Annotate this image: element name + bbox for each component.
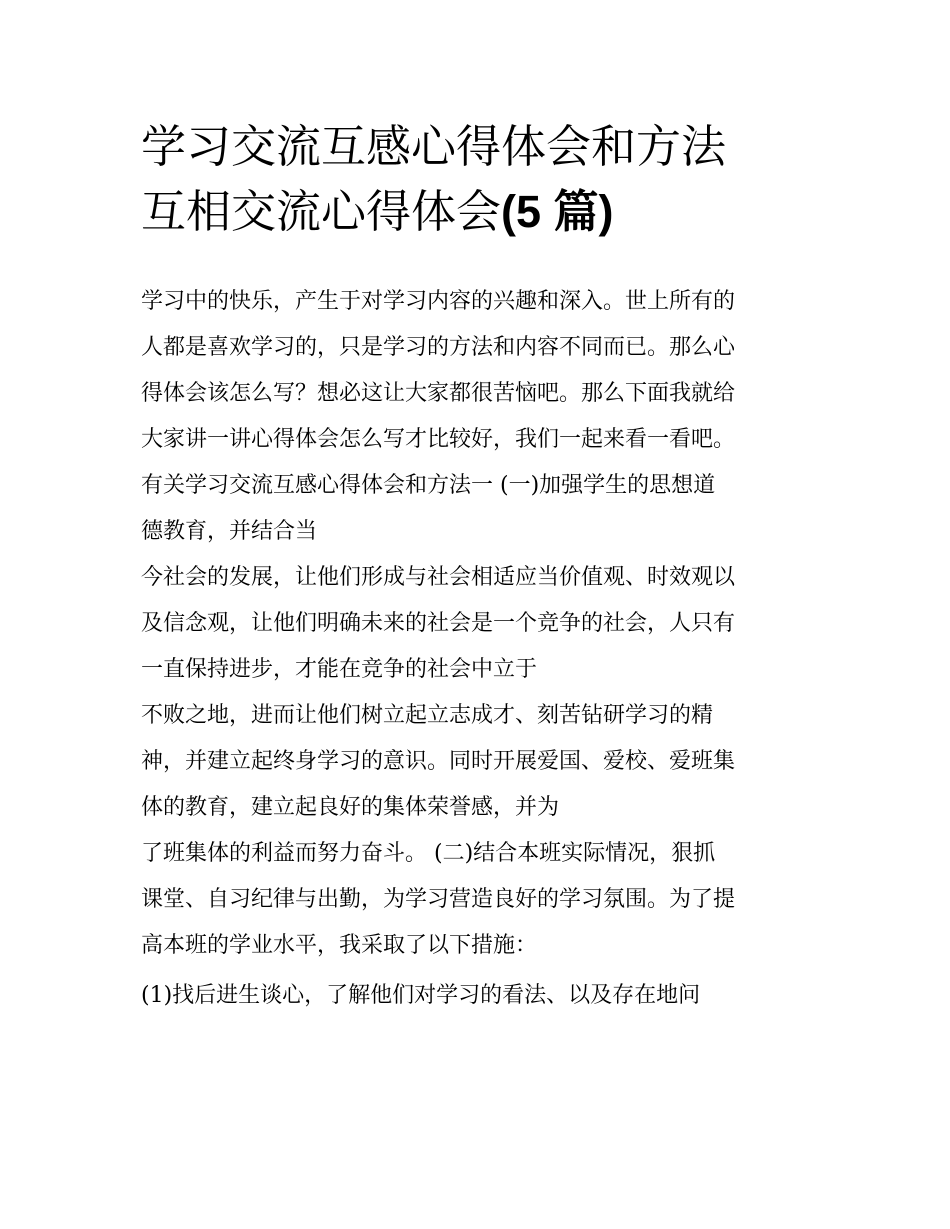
body-line: 神，并建立起终身学习的意识。同时开展爱国、爱校、爱班集 [141,749,736,774]
body-line: 人都是喜欢学习的，只是学习的方法和内容不同而已。那么心 [141,335,736,360]
body-line: 一直保持进步，才能在竞争的社会中立于 [141,657,538,682]
body-line: 有关学习交流互感心得体会和方法一 (一)加强学生的思想道 [141,473,716,498]
body-line: 体的教育，建立起良好的集体荣誉感，并为 [141,795,560,820]
body-line: 大家讲一讲心得体会怎么写才比较好，我们一起来看一看吧。 [141,427,736,452]
title-line-2 [141,179,821,244]
document-title [141,114,821,244]
body-line: 得体会该怎么写？想必这让大家都很苦恼吧。那么下面我就给 [141,381,736,406]
body-line: (1)找后进生谈心，了解他们对学习的看法、以及存在地问 [141,983,701,1008]
body-line: 高本班的学业水平，我采取了以下措施： [141,933,538,958]
body-line: 学习中的快乐，产生于对学习内容的兴趣和深入。世上所有的 [141,289,736,314]
body-line: 及信念观，让他们明确未来的社会是一个竞争的社会，人只有 [141,611,736,636]
body-line: 课堂、自习纪律与出勤，为学习营造良好的学习氛围。为了提 [141,887,736,912]
body-line: 德教育，并结合当 [141,519,318,544]
title-line-2-text: 互相交流心得体会 [141,185,502,238]
body-line: 了班集体的利益而努力奋斗。 (二)结合本班实际情况，狠抓 [141,841,716,866]
body-line: 今社会的发展，让他们形成与社会相适应当价值观、时效观以 [141,565,736,590]
title-count: (5 篇) [501,186,614,237]
title-line-1: 学习交流互感心得体会和方法 [141,120,727,173]
body-line: 不败之地，进而让他们树立起立志成才、刻苦钻研学习的精 [141,703,714,728]
document-body [141,279,821,1019]
